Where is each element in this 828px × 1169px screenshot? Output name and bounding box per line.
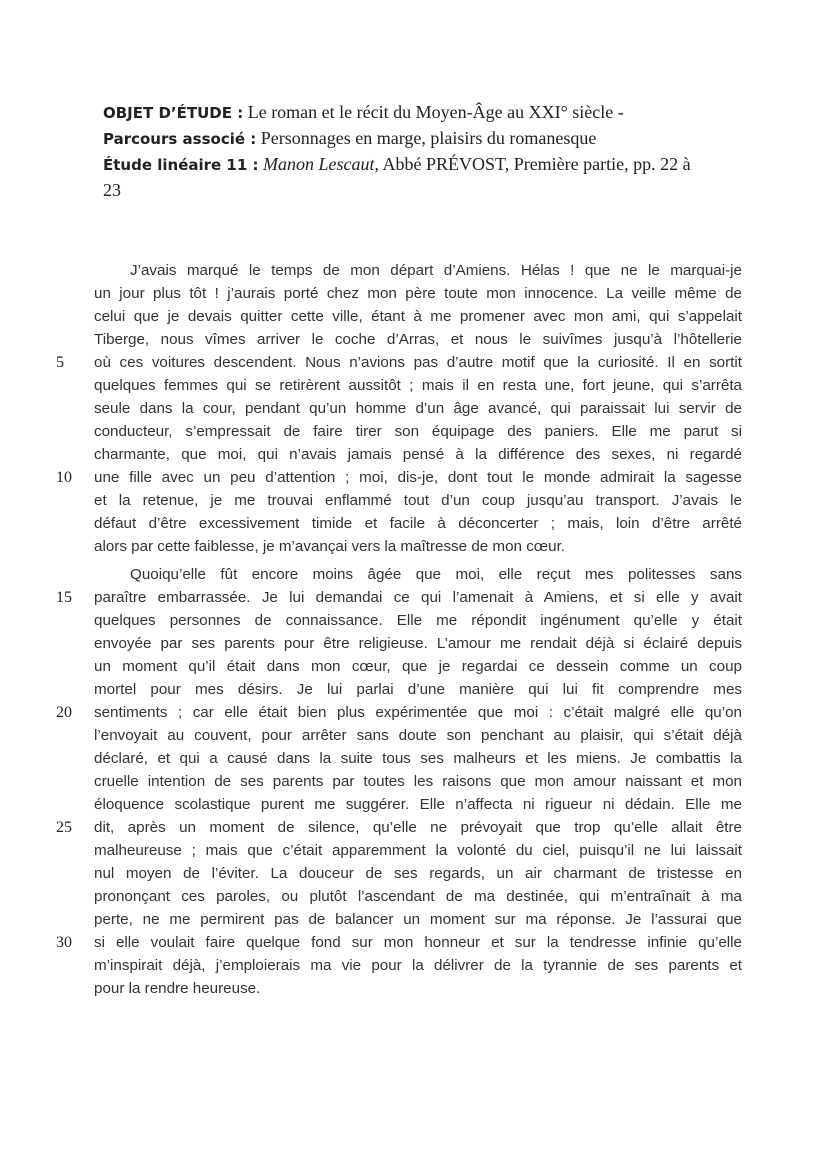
etude-title: Manon Lescaut (263, 154, 375, 174)
line-number: 15 (56, 589, 72, 606)
text-line (94, 282, 742, 305)
parcours-label: Parcours associé : (103, 130, 257, 148)
text-line (56, 701, 742, 724)
line-text: et la retenue, je me trouvai enflammé tout d’un coup jusqu’au transport. J’avais le (94, 492, 742, 509)
text-line (56, 466, 742, 489)
text-line (94, 328, 742, 351)
line-text: m’inspirait déjà, j’emploierais ma vie pour la délivrer de la tyrannie de ses parents et (94, 957, 742, 974)
line-text: paraître embarrassée. Je lui demandai ce qui l’amenait à Amiens, et si elle y avait (94, 589, 742, 606)
line-number: 25 (56, 819, 72, 836)
line-text: celui que je devais quitter cette ville, étant à me promener avec mon ami, qui s’appelait (94, 308, 742, 325)
text-line (94, 512, 742, 535)
line-text: déclaré, et qui a causé dans la suite tous ses malheurs et les miens. Je combattis la (94, 750, 742, 767)
line-text: Tiberge, nous vîmes arriver le coche d’Arras, et nous le suivîmes jusqu’à l’hôtellerie (94, 331, 742, 348)
line-text: quelques femmes qui se retirèrent aussitôt ; mais il en resta une, fort jeune, qui s’arrêta (94, 377, 742, 394)
text-line (94, 793, 742, 816)
text-line (94, 977, 742, 1000)
line-text: l’envoyait au couvent, pour arrêter sans doute son penchant au plaisir, qui s’était déjà (94, 727, 742, 744)
text-line (94, 655, 742, 678)
text-line (94, 885, 742, 908)
paragraph (56, 563, 742, 1000)
text-line (94, 443, 742, 466)
line-text: un jour plus tôt ! j’aurais porté chez mon père toute mon innocence. La veille même de (94, 285, 742, 302)
line-text: Quoiqu’elle fût encore moins âgée que moi, elle reçut mes politesses sans (130, 566, 742, 583)
objet-text: Le roman et le récit du Moyen-Âge au XXI° siècle - (247, 102, 624, 122)
line-text: perte, ne me permirent pas de balancer un moment sur ma réponse. Je l’assurai que (94, 911, 742, 928)
text-line (94, 374, 742, 397)
text-line (94, 678, 742, 701)
line-text: malheureuse ; mais que c’était apparemment la volonté du ciel, puisqu’il ne lui laissait (94, 842, 742, 859)
parcours-line (103, 126, 743, 152)
line-text: dit, après un moment de silence, qu’elle ne prévoyait que trop qu’elle allait être (94, 819, 742, 836)
line-number: 20 (56, 704, 72, 721)
line-text: nul moyen de l’éviter. La douceur de ses regards, un air charmant de tristesse en (94, 865, 742, 882)
line-text: pour la rendre heureuse. (94, 980, 261, 997)
text-line (94, 954, 742, 977)
text-line (94, 747, 742, 770)
text-line (56, 351, 742, 374)
text-line (94, 632, 742, 655)
document-header (103, 100, 743, 203)
text-line (56, 816, 742, 839)
line-text: charmante, que moi, qui n’avais jamais pensé à la différence des sexes, ni regardé (94, 446, 742, 463)
text-line (94, 535, 742, 558)
text-line (94, 305, 742, 328)
line-number: 10 (56, 469, 72, 486)
paragraph (56, 259, 742, 558)
text-line (94, 839, 742, 862)
line-number: 30 (56, 934, 72, 951)
text-line (94, 397, 742, 420)
line-text: prononçant ces paroles, ou plutôt l’ascendant de ma destinée, qui m’entraînait à ma (94, 888, 742, 905)
text-line (94, 259, 742, 282)
line-text: où ces voitures descendent. Nous n’avions pas d’autre motif que la curiosité. Il en sortit (94, 354, 742, 371)
line-text: J’avais marqué le temps de mon départ d’Amiens. Hélas ! que ne le marquai-je (130, 262, 742, 279)
objet-line (103, 100, 743, 126)
parcours-text: Personnages en marge, plaisirs du romanesque (260, 128, 597, 148)
line-text: mortel pour mes désirs. Je lui parlai d’une manière qui lui fit comprendre mes (94, 681, 742, 698)
text-line (94, 609, 742, 632)
etude-continuation: 23 (103, 180, 121, 200)
line-text: si elle voulait faire quelque fond sur mon honneur et sur la tendresse infinie qu’elle (94, 934, 742, 951)
text-line (94, 420, 742, 443)
line-text: conducteur, s’empressait de faire tirer son équipage des paniers. Elle me parut si (94, 423, 742, 440)
line-text: envoyée par ses parents pour être religieuse. L’amour me rendait déjà si éclairé depuis (94, 635, 742, 652)
line-text: seule dans la cour, pendant qu’un homme d’un âge avancé, qui paraissait lui servir de (94, 400, 742, 417)
etude-line (103, 152, 743, 178)
line-text: une fille avec un peu d’attention ; moi, dis-je, dont tout le monde admirait la sagesse (94, 469, 742, 486)
text-line (94, 563, 742, 586)
line-text: défaut d’être excessivement timide et facile à déconcerter ; mais, loin d’être arrêté (94, 515, 742, 532)
etude-rest: , Abbé PRÉVOST, Première partie, pp. 22 à (374, 154, 691, 174)
line-number: 5 (56, 354, 64, 371)
excerpt-text (56, 259, 742, 1005)
text-line (94, 908, 742, 931)
text-line (94, 489, 742, 512)
text-line (94, 724, 742, 747)
line-text: éloquence scolastique purent me suggérer. Elle n’affecta ni rigueur ni dédain. Elle me (94, 796, 742, 813)
text-line (56, 931, 742, 954)
text-line (94, 770, 742, 793)
text-line (94, 862, 742, 885)
line-text: sentiments ; car elle était bien plus expérimentée que moi : c’était malgré elle qu’on (94, 704, 742, 721)
line-text: un moment qu’il était dans mon cœur, que je regardai ce dessein comme un coup (94, 658, 742, 675)
etude-label: Étude linéaire 11 : (103, 156, 259, 174)
objet-label: OBJET D’ÉTUDE : (103, 104, 244, 122)
line-text: quelques personnes de connaissance. Elle me répondit ingénument qu’elle y était (94, 612, 742, 629)
text-line (56, 586, 742, 609)
line-text: cruelle intention de ses parents par toutes les raisons que mon amour naissant et mon (94, 773, 742, 790)
line-text: alors par cette faiblesse, je m’avançai vers la maîtresse de mon cœur. (94, 538, 566, 555)
